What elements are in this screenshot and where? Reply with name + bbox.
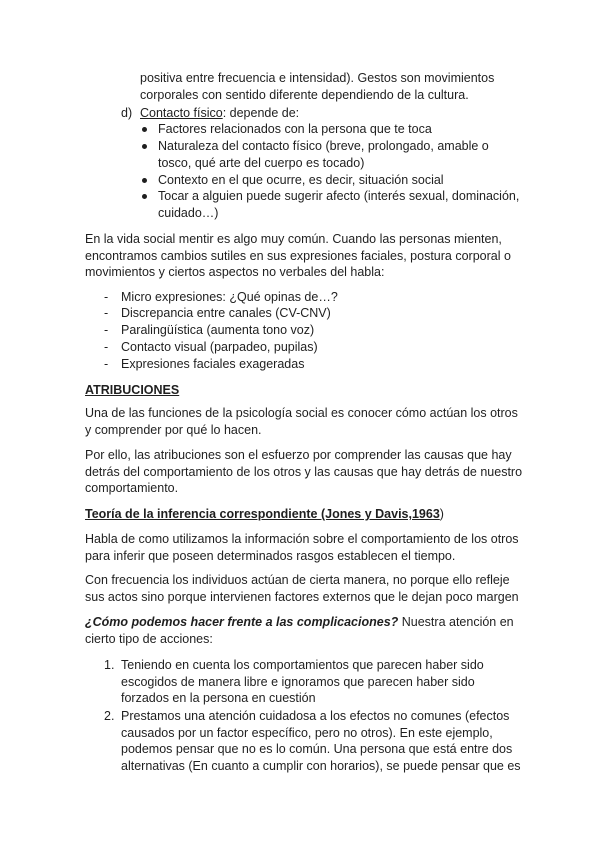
teoria-paragraph-2: Con frecuencia los individuos actúan de cierta manera, no porque ello refleje sus actos sino porque intervienen factores externos que le dejan poco margen [85, 573, 519, 604]
lying-item-1: Micro expresiones: ¿Qué opinas de…? [121, 290, 338, 304]
teoria-heading [85, 506, 525, 523]
contact-bullet-3: Contexto en el que ocurre, es decir, situación social [158, 173, 444, 187]
contact-term: Contacto físico [140, 106, 223, 120]
contact-heading [140, 105, 520, 122]
teoria-heading-text: Teoría de la inferencia correspondiente (Jones y Davis,1963 [85, 507, 440, 521]
atribuciones-paragraph-1: Una de las funciones de la psicología social es conocer cómo actúan los otros y comprender por qué lo hacen. [85, 406, 518, 437]
teoria-heading-close: ) [439, 507, 444, 521]
lying-item-2: Discrepancia entre canales (CV-CNV) [121, 306, 331, 320]
number-marker-1: 1. [104, 658, 115, 672]
dash-marker: - [104, 306, 109, 320]
contact-rest: : depende de: [222, 106, 300, 120]
teoria-question-bold: ¿Cómo podemos hacer frente a las complicaciones? [85, 615, 399, 629]
bullet-icon [142, 144, 147, 149]
contact-bullet-2: Naturaleza del contacto físico (breve, prolongado, amable o tosco, qué arte del cuerpo es tocado) [158, 139, 489, 170]
teoria-question [85, 614, 525, 647]
atribuciones-paragraph-2: Por ello, las atribuciones son el esfuerzo por comprender las causas que hay detrás del comportamiento de los otros y las causas que hay detrás de nuestro comportamiento. [85, 448, 523, 496]
contact-bullet-4: Tocar a alguien puede sugerir afecto (interés sexual, dominación, cuidado…) [158, 189, 520, 220]
lying-item-4: Contacto visual (parpadeo, pupilas) [121, 340, 318, 354]
dash-marker: - [104, 340, 109, 354]
contact-bullet-1: Factores relacionados con la persona que te toca [158, 122, 432, 136]
teoria-item-2: Prestamos una atención cuidadosa a los efectos no comunes (efectos causados por un factor específico, pero no otros). En este ejemplo, podemos pensar que no es lo común. Una persona que está entre dos alternativas (En cuanto a cumplir con horarios), se puede pensar que es [121, 709, 521, 773]
lying-paragraph: En la vida social mentir es algo muy común. Cuando las personas mienten, encontramos cambios sutiles en sus expresiones faciales, postura corporal o movimientos y ciertos aspectos no verbales del habla: [85, 232, 511, 280]
number-marker-2: 2. [104, 709, 115, 723]
teoria-question-rest: Nuestra atención en cierto tipo de acciones: [85, 615, 514, 646]
bullet-icon [142, 194, 147, 199]
lying-item-3: Paralingüística (aumenta tono voz) [121, 323, 315, 337]
dash-marker: - [104, 323, 109, 337]
continuation-text: positiva entre frecuencia e intensidad). Gestos son movimientos corporales con sentido diferente dependiendo de la cultura. [140, 71, 495, 102]
list-marker-d: d) [121, 106, 133, 120]
bullet-icon [142, 127, 147, 132]
dash-marker: - [104, 357, 109, 371]
lying-item-5: Expresiones faciales exageradas [121, 357, 305, 371]
teoria-item-1: Teniendo en cuenta los comportamientos que parecen haber sido escogidos de manera libre e ignoramos que parecen haber sido forzados en la persona en cuestión [121, 658, 484, 706]
atribuciones-heading: ATRIBUCIONES [85, 383, 180, 397]
dash-marker: - [104, 290, 109, 304]
teoria-paragraph-1: Habla de como utilizamos la información sobre el comportamiento de los otros para inferir que poseen determinados rasgos establecen el tiempo. [85, 532, 519, 563]
bullet-icon [142, 178, 147, 183]
